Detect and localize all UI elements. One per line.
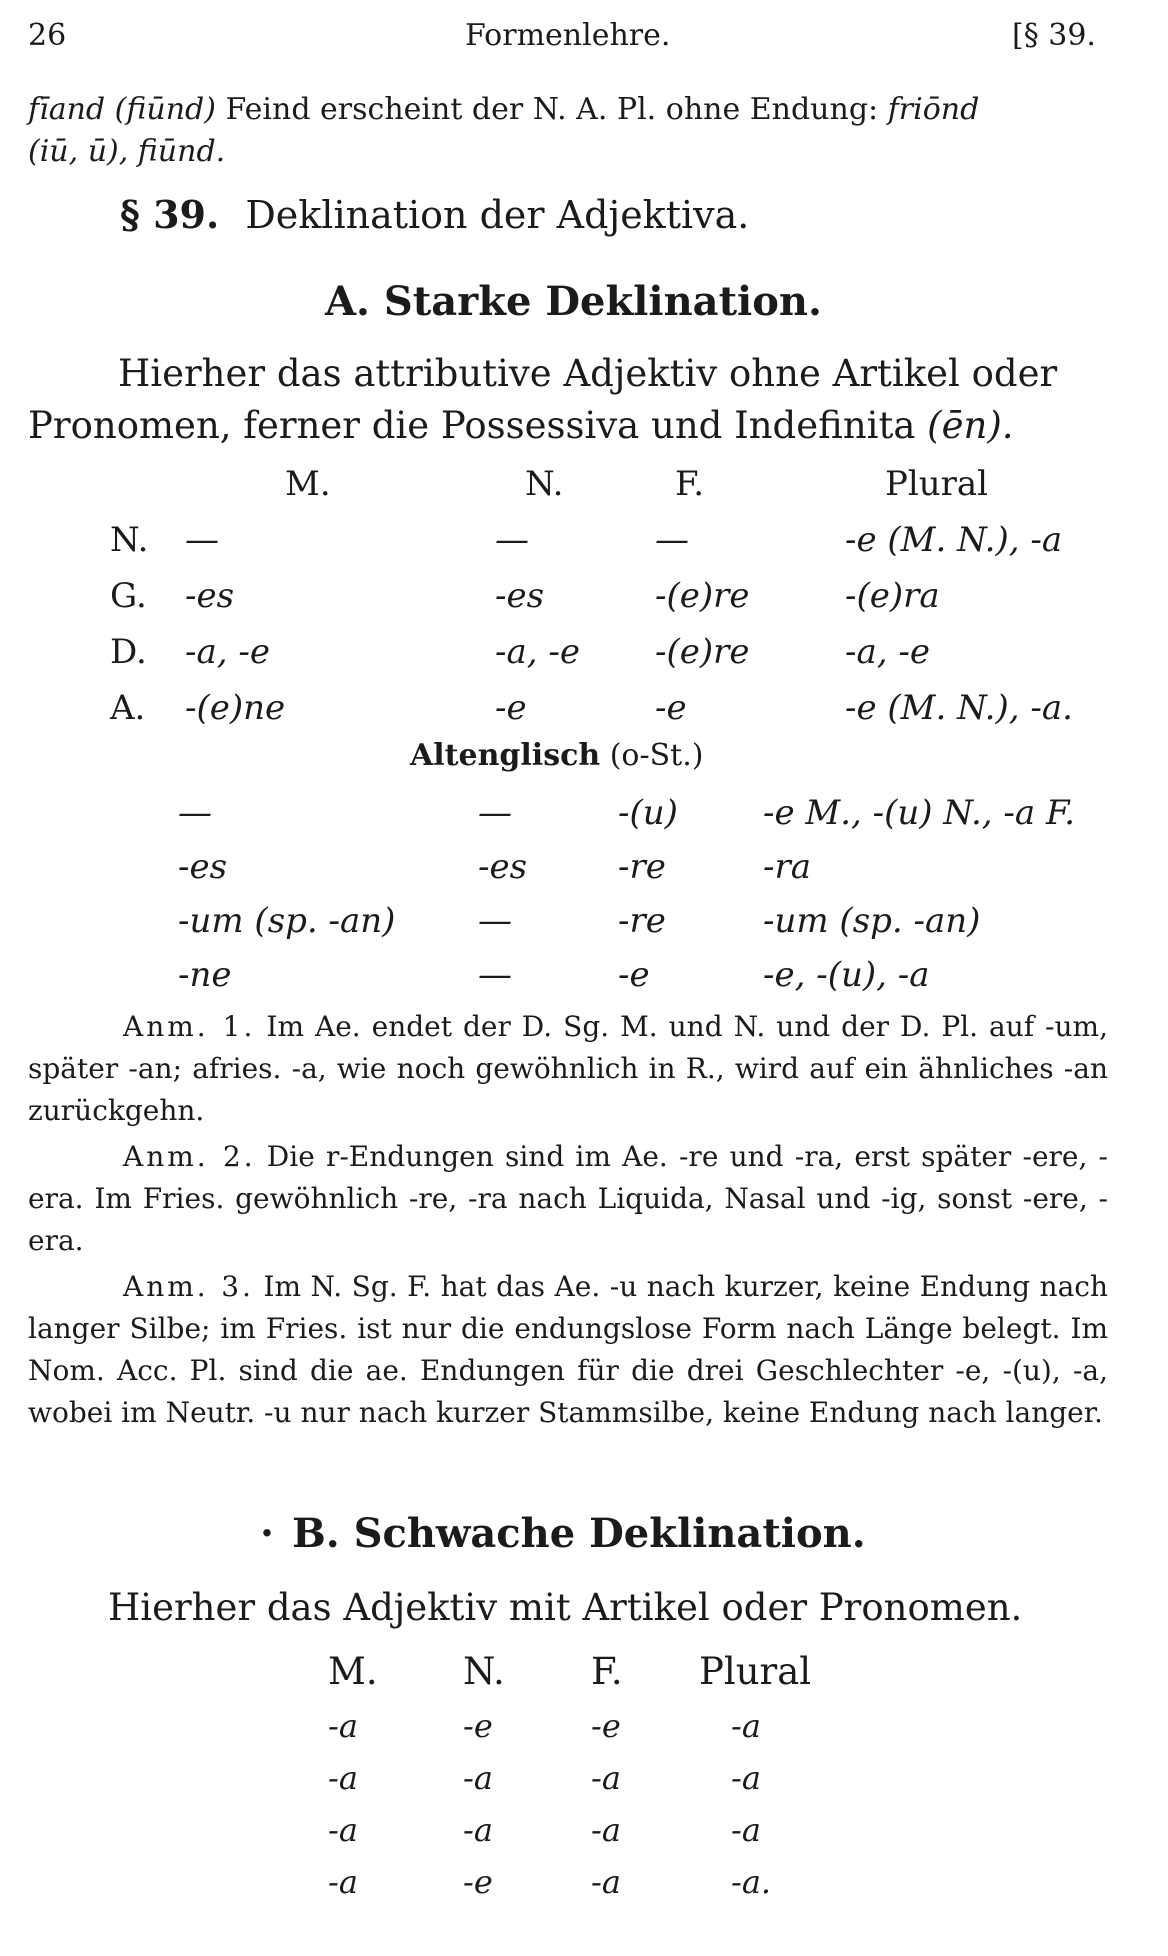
table-row xyxy=(178,894,1075,948)
ae-heading-suffix: (o-St.) xyxy=(609,738,704,773)
weak-cell-m: -a xyxy=(328,1863,358,1901)
cell-n: -e xyxy=(495,688,527,728)
ae-cell-plural: -e, -(u), -a xyxy=(763,955,930,995)
col-header-m: M. xyxy=(328,1649,378,1693)
cell-m: — xyxy=(185,520,219,560)
intro-line-1 xyxy=(28,92,979,127)
ae-declension-table xyxy=(178,786,1075,1002)
cell-plural: -e (M. N.), -a. xyxy=(845,688,1073,728)
table-row xyxy=(110,680,1145,736)
table-row xyxy=(178,840,1075,894)
section-reference: [§ 39. xyxy=(1012,18,1096,53)
weak-heading-text: B. Schwache Deklination. xyxy=(291,1510,866,1557)
weak-declension-table xyxy=(328,1642,811,1908)
ae-cell-plural: -e M., -(u) N., -a F. xyxy=(763,793,1076,833)
weak-cell-f: -e xyxy=(591,1707,621,1745)
intro-line-2: (iū, ū), fiūnd. xyxy=(28,134,226,169)
ae-cell-plural: -ra xyxy=(763,847,812,887)
col-header-f: F. xyxy=(591,1649,623,1693)
cell-plural: -(e)ra xyxy=(845,576,940,616)
ae-cell-f: -e xyxy=(618,955,650,995)
weak-cell-n: -a xyxy=(463,1811,493,1849)
weak-declension-heading: · B. Schwache Deklination. xyxy=(260,1510,866,1557)
col-header-plural: Plural xyxy=(885,464,989,504)
weak-para: Hierher das Adjektiv mit Artikel oder Pronomen. xyxy=(108,1586,1023,1629)
table-row xyxy=(328,1804,811,1856)
col-header-n: N. xyxy=(463,1649,505,1693)
note-label: Anm. 1. xyxy=(123,1010,256,1043)
table-row xyxy=(328,1752,811,1804)
cell-m: -(e)ne xyxy=(185,688,286,728)
table-row xyxy=(328,1856,811,1908)
note-text: Im Ae. endet der D. Sg. M. und N. und der D. Pl. auf -um, später -an; afries. -a, wie noch gewöhnlich in R., wird auf ein ähnliches -an zurückgehn. xyxy=(28,1010,1109,1127)
note-text: Die r-Endungen sind im Ae. -re und -ra, erst später -ere, -era. Im Fries. gewöhnlich -re, -ra nach Liquida, Nasal und -ig, sonst -ere, -era. xyxy=(28,1140,1109,1257)
cell-plural: -e (M. N.), -a xyxy=(845,520,1063,560)
weak-cell-n: -a xyxy=(463,1759,493,1797)
strong-declension-table xyxy=(110,456,1145,736)
ae-cell-n: — xyxy=(478,793,512,833)
note-label: Anm. 2. xyxy=(123,1140,256,1173)
strong-para-line-1: Hierher das attributive Adjektiv ohne Artikel oder xyxy=(118,352,1058,395)
weak-cell-f: -a xyxy=(591,1811,621,1849)
strong-declension-heading: A. Starke Deklination. xyxy=(325,278,822,325)
notes-block xyxy=(28,1006,1108,1434)
cell-n: — xyxy=(495,520,529,560)
case-label: G. xyxy=(110,576,147,616)
ae-cell-m: -es xyxy=(178,847,228,887)
cell-m: -es xyxy=(185,576,235,616)
note-2 xyxy=(28,1136,1108,1262)
weak-cell-plural: -a xyxy=(731,1759,761,1797)
intro-text: Feind erscheint der N. A. Pl. ohne Endung: xyxy=(225,92,879,127)
ae-heading xyxy=(410,738,703,773)
ae-heading-label: Altenglisch xyxy=(410,738,601,773)
intro-word-fiund: (fiūnd) xyxy=(114,92,216,127)
weak-cell-n: -e xyxy=(463,1863,493,1901)
cell-f: -(e)re xyxy=(655,632,750,672)
cell-f: -e xyxy=(655,688,687,728)
weak-cell-n: -e xyxy=(463,1707,493,1745)
strong-table-header xyxy=(110,456,1145,512)
ae-cell-plural: -um (sp. -an) xyxy=(763,901,981,941)
strong-para-line-2 xyxy=(28,404,1014,447)
weak-cell-f: -a xyxy=(591,1759,621,1797)
weak-table-header xyxy=(328,1642,811,1700)
col-header-n: N. xyxy=(525,464,564,504)
weak-cell-m: -a xyxy=(328,1759,358,1797)
section-symbol: § 39. xyxy=(120,192,220,237)
strong-para-line-2-text: Pronomen, ferner die Possessiva und Indefinita xyxy=(28,404,916,447)
ae-cell-f: -(u) xyxy=(618,793,678,833)
ae-cell-f: -re xyxy=(618,901,666,941)
cell-n: -es xyxy=(495,576,545,616)
col-header-plural: Plural xyxy=(699,1649,812,1693)
weak-cell-plural: -a. xyxy=(731,1863,772,1901)
page-number: 26 xyxy=(28,18,67,53)
cell-f: -(e)re xyxy=(655,576,750,616)
ae-cell-m: -um (sp. -an) xyxy=(178,901,396,941)
weak-cell-plural: -a xyxy=(731,1707,761,1745)
weak-cell-m: -a xyxy=(328,1707,358,1745)
col-header-f: F. xyxy=(675,464,705,504)
ae-cell-n: — xyxy=(478,955,512,995)
ae-cell-m: -ne xyxy=(178,955,232,995)
weak-cell-m: -a xyxy=(328,1811,358,1849)
intro-word-fiand: fīand xyxy=(28,92,106,127)
section-title: Deklination der Adjektiva. xyxy=(245,193,750,237)
cell-n: -a, -e xyxy=(495,632,580,672)
cell-m: -a, -e xyxy=(185,632,270,672)
table-row xyxy=(110,512,1145,568)
note-3 xyxy=(28,1266,1108,1434)
note-text: Im N. Sg. F. hat das Ae. -u nach kurzer, keine Endung nach langer Silbe; im Fries. ist nur die endungslose Form nach Länge belegt. Im Nom. Acc. Pl. sind die ae. Endungen für die drei Geschlechter -e, -(u), -a, wobei im Neutr. -u nur nach kurzer Stammsilbe, keine Endung nach langer. xyxy=(28,1270,1108,1429)
note-label: Anm. 3. xyxy=(123,1270,254,1303)
strong-para-en: (ēn). xyxy=(927,404,1014,447)
case-label: A. xyxy=(110,688,146,728)
running-title: Formenlehre. xyxy=(465,18,671,53)
intro-word-friond: friōnd xyxy=(887,92,980,127)
case-label: D. xyxy=(110,632,147,672)
cell-f: — xyxy=(655,520,689,560)
ae-cell-n: — xyxy=(478,901,512,941)
case-label: N. xyxy=(110,520,149,560)
section-heading xyxy=(120,192,749,237)
note-1 xyxy=(28,1006,1108,1132)
weak-cell-plural: -a xyxy=(731,1811,761,1849)
ae-cell-n: -es xyxy=(478,847,528,887)
ae-cell-m: — xyxy=(178,793,212,833)
table-row xyxy=(178,786,1075,840)
table-row xyxy=(110,568,1145,624)
table-row xyxy=(328,1700,811,1752)
ae-cell-f: -re xyxy=(618,847,666,887)
col-header-m: M. xyxy=(285,464,331,504)
table-row xyxy=(110,624,1145,680)
cell-plural: -a, -e xyxy=(845,632,930,672)
table-row xyxy=(178,948,1075,1002)
weak-cell-f: -a xyxy=(591,1863,621,1901)
